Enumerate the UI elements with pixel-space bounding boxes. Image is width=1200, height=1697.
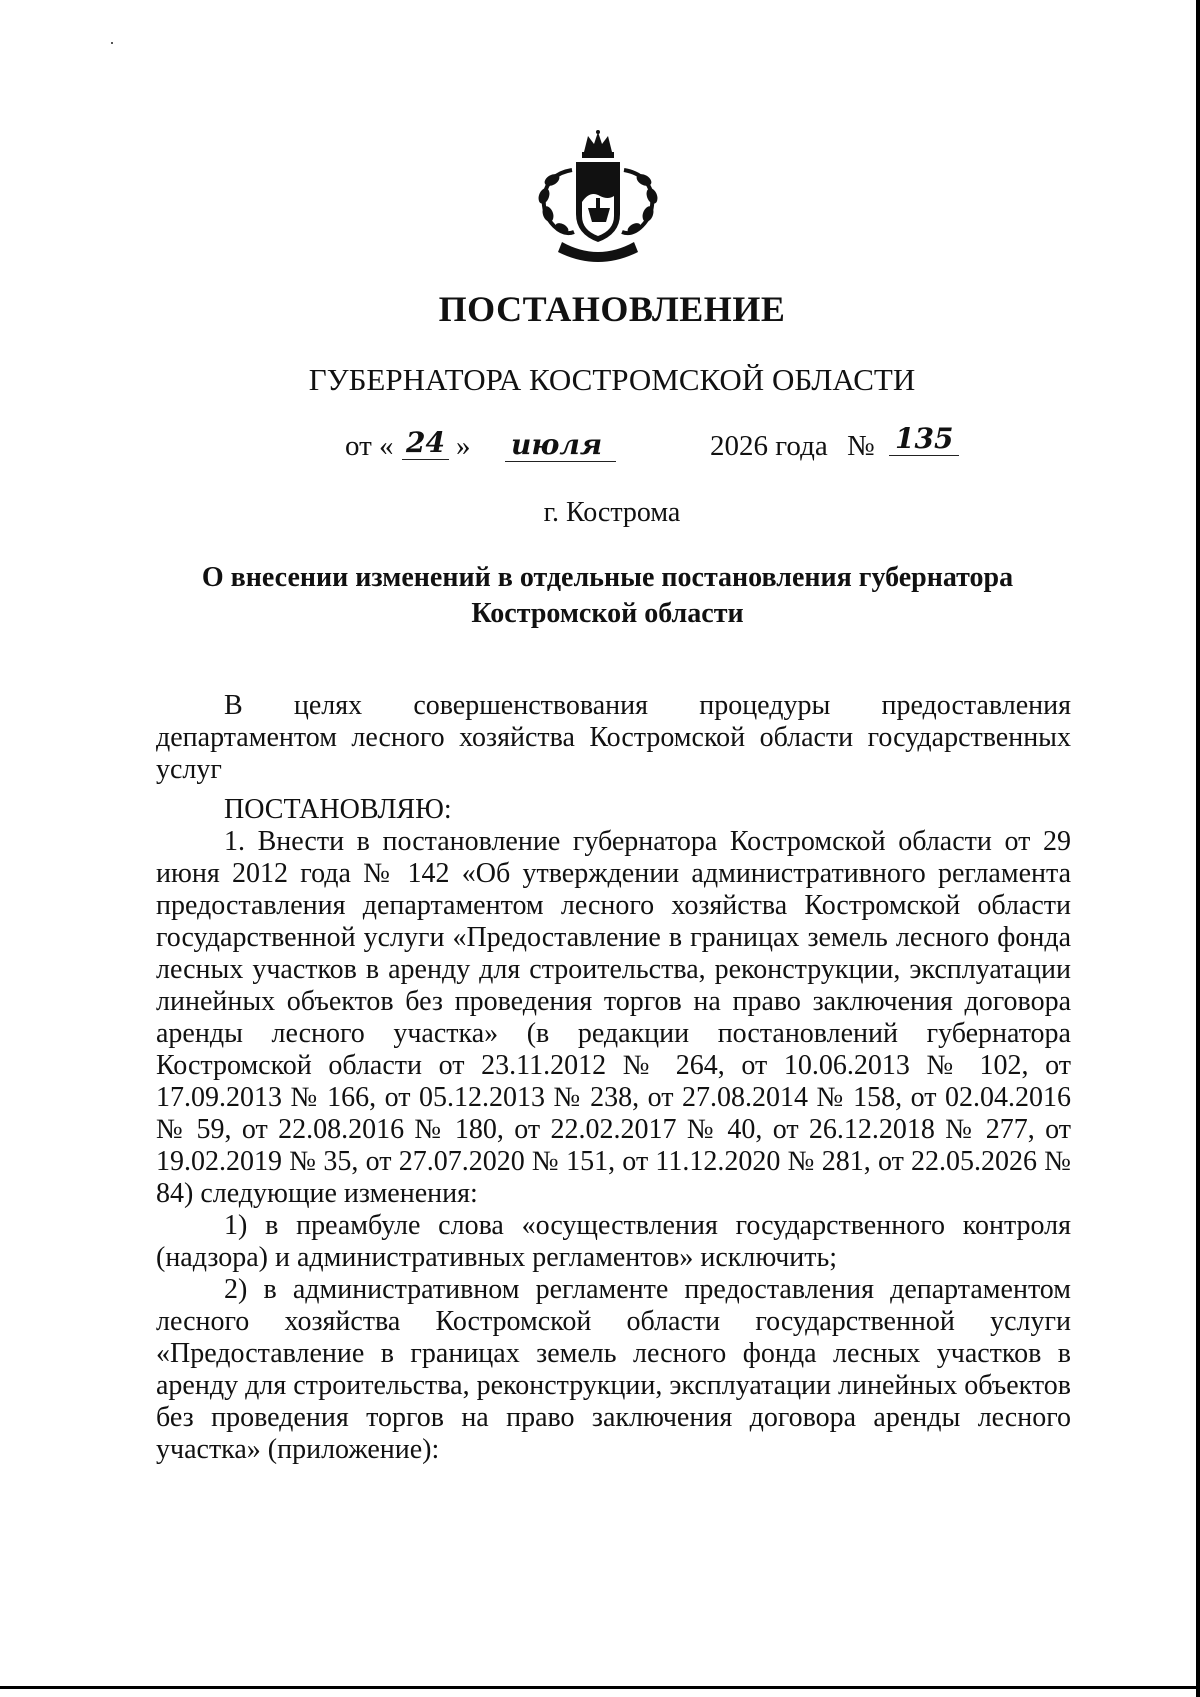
number-sign: № — [847, 430, 875, 462]
decree-number: 135 — [889, 422, 959, 456]
coat-of-arms-emblem — [528, 130, 668, 272]
date-number-line — [0, 422, 1200, 476]
date-month: июля — [505, 428, 616, 462]
scan-speck — [111, 42, 113, 44]
scan-border-right — [1196, 0, 1200, 1697]
subitem-1-paragraph: 1) в преамбуле слова «осуществления государственного контроля (надзора) и административных регламентов» исключить; — [156, 1210, 1071, 1273]
document-body — [156, 690, 1071, 1466]
document-heading-line-2: Костромской области — [471, 598, 744, 629]
item-1-paragraph: 1. Внести в постановление губернатора Костромской области от 29 июня 2012 года № 142 «Об утверждении административного регламента предоставления департаментом лесного хозяйства Костромской области государственной услуги «Предоставление в границах земель лесного фонда лесных участков в аренду для строительства, реконструкции, эксплуатации линейных объектов без проведения торгов на право заключения договора аренды лесного участка» (в редакции постановлений губернатора Костромской области от 23.11.2012 № 264, от 10.06.2013 № 102, от 17.09.2013 № 166, от 05.12.2013 № 238, от 27.08.2014 № 158, от 02.04.2016 № 59, от 22.08.2016 № 180, от 22.02.2017 № 40, от 26.12.2018 № 277, от 19.02.2019 № 35, от 27.07.2020 № 151, от 11.12.2020 № 281, от 22.05.2026 № 84) следующие изменения: — [156, 826, 1071, 1209]
subitem-2-paragraph: 2) в административном регламенте предоставления департаментом лесного хозяйства Костромской области государственной услуги «Предоставление в границах земель лесного фонда лесных участков в аренду для строительства, реконструкции, эксплуатации линейных объектов без проведения торгов на право заключения договора аренды лесного участка» (приложение): — [156, 1274, 1071, 1465]
date-year: 2026 года — [710, 430, 828, 462]
document-heading-line-1: О внесении изменений в отдельные постановления губернатора — [201, 562, 1014, 593]
issuer-line: ГУБЕРНАТОРА КОСТРОМСКОЙ ОБЛАСТИ — [308, 362, 916, 397]
city-line: г. Кострома — [543, 497, 681, 528]
date-day: 24 — [402, 426, 449, 460]
decree-word: ПОСТАНОВЛЯЮ: — [224, 794, 452, 825]
document-title: ПОСТАНОВЛЕНИЕ — [438, 289, 786, 329]
preamble-paragraph: В целях совершенствования процедуры предоставления департаментом лесного хозяйства Костромской области государственных услуг — [156, 690, 1071, 785]
date-prefix: от « — [345, 430, 394, 462]
date-quote: » — [456, 430, 471, 462]
document-heading — [150, 560, 1065, 632]
scan-border-bottom — [0, 1686, 1200, 1689]
